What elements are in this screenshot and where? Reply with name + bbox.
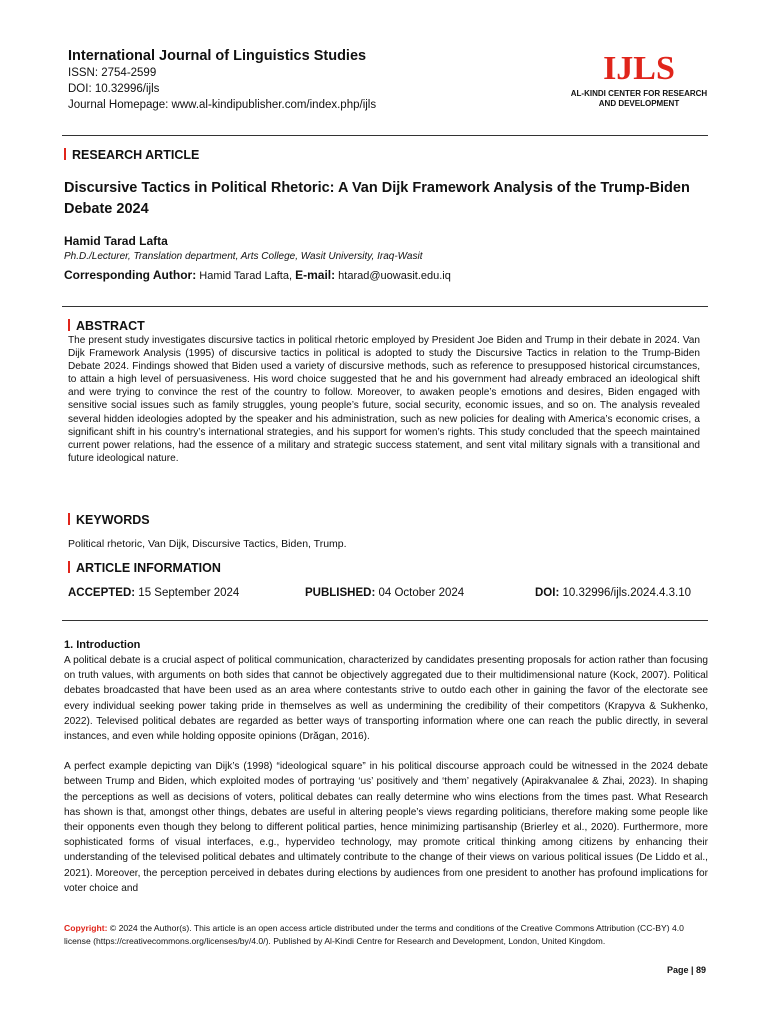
- logo-mark: IJLS: [603, 50, 675, 87]
- article-body: [64, 638, 708, 896]
- article-info-heading: ARTICLE INFORMATION: [68, 560, 221, 576]
- logo-subtitle-1: AL-KINDI CENTER FOR RESEARCH: [570, 89, 708, 98]
- author-name: Hamid Tarad Lafta: [64, 234, 168, 248]
- article-doi: DOI: 10.32996/ijls.2024.4.3.10: [535, 587, 692, 599]
- copyright-notice: [64, 922, 704, 948]
- copyright-label: Copyright:: [64, 923, 108, 933]
- journal-doi: DOI: 10.32996/ijls: [68, 83, 160, 95]
- journal-homepage: Journal Homepage: www.al-kindipublisher.com/index.php/ijls: [68, 99, 377, 111]
- journal-logo: [564, 51, 714, 109]
- intro-heading: 1. Introduction: [64, 639, 141, 651]
- abstract-heading: ABSTRACT: [68, 318, 145, 334]
- accepted-date: ACCEPTED: 15 September 2024: [68, 587, 240, 599]
- corresponding-author: Corresponding Author: Hamid Tarad Lafta, E-mail: htarad@uowasit.edu.iq: [64, 268, 451, 282]
- keywords-heading: KEYWORDS: [68, 512, 150, 528]
- author-affiliation: Ph.D./Lecturer, Translation department, Arts College, Wasit University, Iraq-Wasit: [64, 251, 423, 262]
- accent-bar: [68, 513, 70, 525]
- journal-issn: ISSN: 2754-2599: [68, 67, 157, 79]
- intro-paragraph-1: A political debate is a crucial aspect of political communication, characterized by candidates presenting proposals for action rather than focusing on truth values, with arguments on both sides that cannot be objectively aggregated due to their multidimensional nature (Kock, 2007). Political debates broadcasted that have been used as an area where contestants strive to outdo each other in gaining the favor of the electorate see every individual seeking power taking pride in themselves as well as undermining the credibility of their competitors (Krapyva & Sukhenko, 2022). Televised political debates are regarded as better ways of transporting information where one can reach the public directly, in several instances, and even while holding opposite opinions (Drăgan, 2016).: [64, 655, 708, 743]
- accent-bar: [68, 561, 70, 573]
- corresponding-name: Hamid Tarad Lafta,: [199, 270, 293, 282]
- header-divider: [62, 135, 708, 136]
- published-date: PUBLISHED: 04 October 2024: [305, 587, 465, 599]
- logo-subtitle-2: AND DEVELOPMENT: [598, 99, 680, 108]
- corresponding-label: Corresponding Author:: [64, 268, 197, 282]
- article-type: RESEARCH ARTICLE: [72, 148, 200, 162]
- info-divider: [62, 620, 708, 621]
- corresponding-email[interactable]: htarad@uowasit.edu.iq: [338, 270, 451, 282]
- article-title: Discursive Tactics in Political Rhetoric: A Van Dijk Framework Analysis of the Trump-Biden Debate 2024: [64, 180, 690, 217]
- keywords-text: Political rhetoric, Van Dijk, Discursive Tactics, Biden, Trump.: [68, 538, 347, 550]
- abstract-text: The present study investigates discursive tactics in political rhetoric employed by President Joe Biden and Trump in their debate in 2024. Van Dijk Framework Analysis (1995) of discursive tactics in political is adopted to study the Discursive Tactics in relation to the Trump-Biden Debate 2024. Findings showed that Biden used a variety of discursive methods, such as reference to presupposed historical circumstances, to attain a high level of persuasiveness. His word choice suggested that he and his government had already embraced an ideological shift and were trying to convince the rest of the country to follow. Moreover, to awaken people’s emotions and desires, Biden engaged with sensitive social issues such as family struggles, young people’s future, social security, economic issues, and so on. The analysis revealed several hidden ideologies adopted by the speaker and his administration, such as new policies for dealing with America’s economic crises, a significant shift in his country’s international strategies, and his support for women’s rights. This study concluded that the speech maintained current power relations, had the essence of a military and strategic success statement, and sent vital military signals with a transitional and future ideological nature.: [68, 335, 700, 464]
- abstract-divider: [62, 306, 708, 307]
- accent-bar: [64, 148, 66, 160]
- page-number: Page | 89: [666, 965, 706, 975]
- article-type-heading: [64, 147, 199, 163]
- journal-header: [68, 47, 708, 127]
- journal-title: International Journal of Linguistics Studies: [68, 48, 367, 64]
- copyright-text: © 2024 the Author(s). This article is an open access article distributed under the terms and conditions of the Creative Commons Attribution (CC-BY) 4.0 license (https://creativecommons.org/licenses/by/4.0/). Published by Al-Kindi Centre for Research and Development, London, United Kingdom.: [64, 923, 684, 946]
- accent-bar: [68, 319, 70, 331]
- email-label: E-mail: [295, 268, 332, 282]
- intro-paragraph-2: A perfect example depicting van Dijk’s (1998) “ideological square” in his political discourse approach could be witnessed in the 2024 debate between Trump and Biden, which exploited modes of portraying ‘us’ positively and ‘them’ negatively (Apirakvanalee & Zhai, 2023). In shaping the perceptions as well as decisions of voters, political debates can really determine who wins elections from the times past. What Research has shown is that, amongst other things, debates are useful in altering people’s views regarding politicians, therefore making some people like their opponents even though they belong to different political parties, hence minimizing partisanship (Brierley et al., 2020). Furthermore, more sophisticated forms of visual interfaces, e.g., hypervideo technology, may promote critical thinking among citizens by enhancing their understanding of the televised political debates and ultimately contribute to the change of their views on various political issues (De Liddo et al., 2021). Moreover, the perception perceived in debates during elections by audiences from one president to another has profound implications for voter choice and: [64, 761, 708, 894]
